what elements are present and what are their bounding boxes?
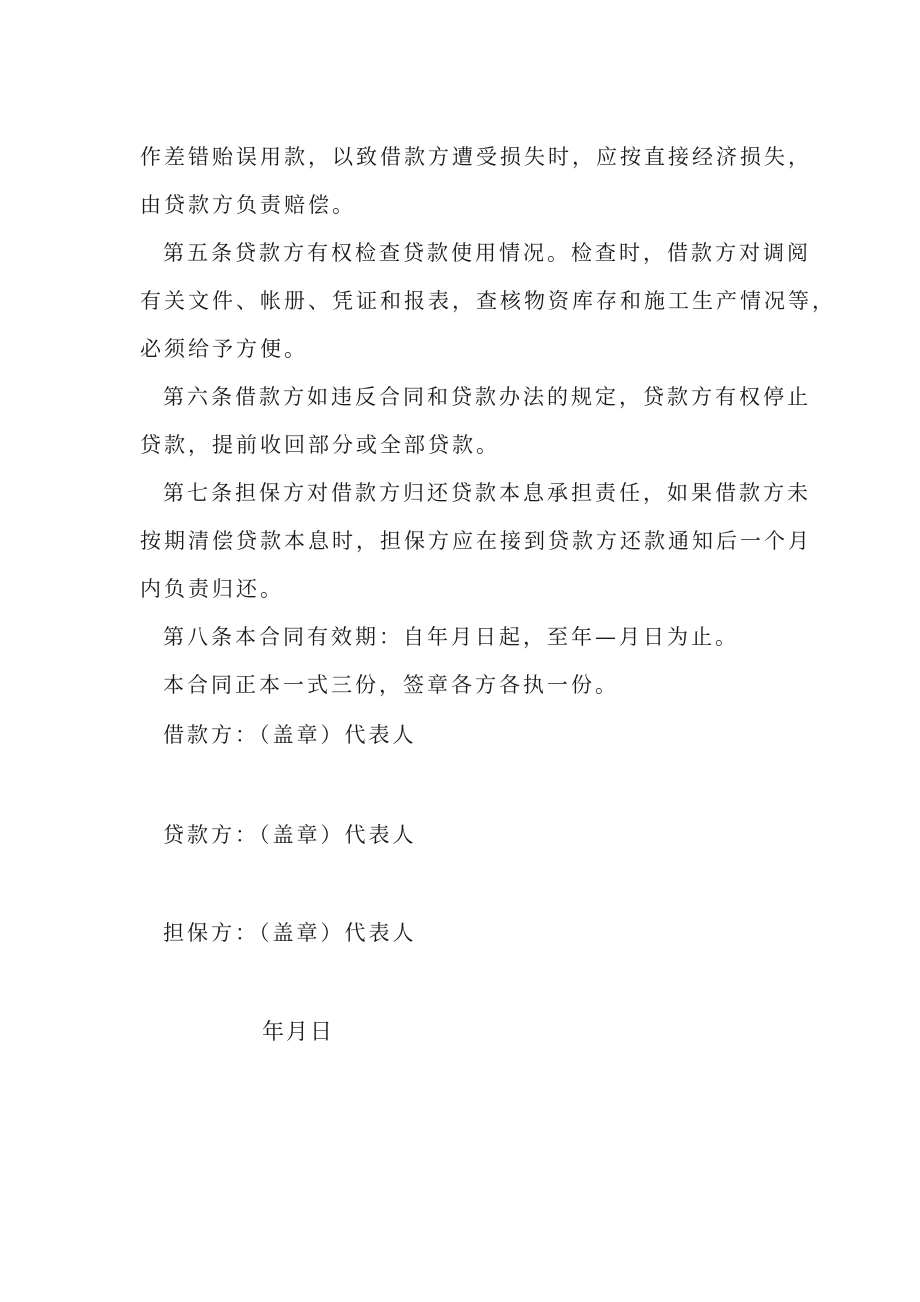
copies-line: 本合同正本一式三份，签章各方各执一份。 xyxy=(163,673,619,697)
article-5-line-2: 有关文件、帐册、凭证和报表，查核物资库存和施工生产情况等， xyxy=(140,289,836,313)
lender-signature: 贷款方：（盖章）代表人 xyxy=(163,823,417,847)
article-5-line-1: 第五条贷款方有权检查贷款使用情况。检查时，借款方对调阅 xyxy=(163,241,811,265)
signing-date: 年月日 xyxy=(262,1020,335,1045)
guarantor-signature: 担保方：（盖章）代表人 xyxy=(163,921,417,945)
article-8-line: 第八条本合同有效期：自年月日起，至年—月日为止。 xyxy=(163,625,739,649)
article-4-line-2: 由贷款方负责赔偿。 xyxy=(140,193,356,217)
article-7-line-1: 第七条担保方对借款方归还贷款本息承担责任，如果借款方未 xyxy=(163,481,811,505)
borrower-signature: 借款方：（盖章）代表人 xyxy=(163,723,417,747)
article-6-line-2: 贷款，提前收回部分或全部贷款。 xyxy=(140,433,500,457)
article-6-line-1: 第六条借款方如违反合同和贷款办法的规定，贷款方有权停止 xyxy=(163,385,811,409)
article-7-line-2: 按期清偿贷款本息时，担保方应在接到贷款方还款通知后一个月 xyxy=(140,529,812,553)
article-7-line-3: 内负责归还。 xyxy=(140,577,284,601)
article-4-line-1: 作差错贻误用款，以致借款方遭受损失时，应按直接经济损失， xyxy=(140,145,812,169)
article-5-line-3: 必须给予方便。 xyxy=(140,337,308,361)
